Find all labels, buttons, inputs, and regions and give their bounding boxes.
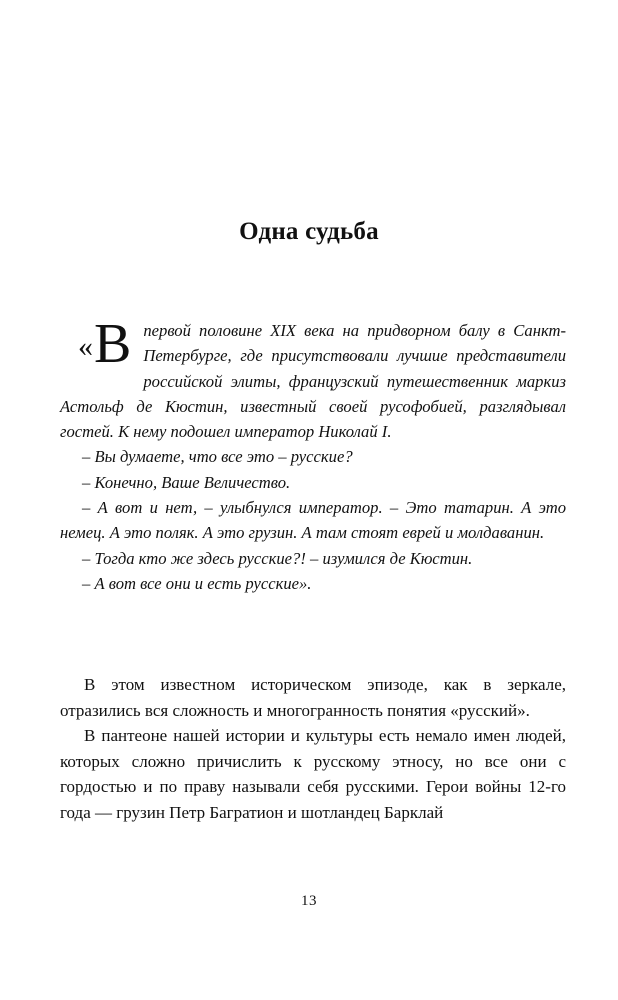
- dialog-line: – Конечно, Ваше Величество.: [82, 472, 291, 492]
- drop-cap-letter: В: [94, 313, 132, 375]
- drop-cap: [78, 313, 132, 375]
- body-paragraph: В пантеоне нашей истории и культуры есть немало имен людей, которых сложно причислить к русскому этносу, но все они с гордостью и по праву называли себя русскими. Герои войны 12-го года — грузин Петр Багратион и шотландец Барклай: [60, 726, 566, 822]
- dialog-line: – Вы думаете, что все это – русские?: [82, 447, 353, 467]
- dialog-line: – Тогда кто же здесь русские?! – изумился де Кюстин.: [82, 548, 473, 568]
- body-text: [60, 672, 566, 825]
- epigraph-first-paragraph-text: первой половине XIX века на придворном балу в Санкт-Петербурге, где присутствовали лучшие представители российской элиты, французский путешественник маркиз Астольф де Кюстин, известный своей русофобией, разглядывал гостей. К нему подошел император Николай I.: [60, 321, 566, 442]
- dialog-line: – А вот все они и есть русские».: [82, 573, 312, 593]
- dialog-line: – А вот и нет, – улыбнулся император. – Это татарин. А это немец. А это поляк. А это грузин. А там стоят еврей и молдаванин.: [60, 498, 566, 543]
- page-number: 13: [301, 893, 317, 909]
- chapter-title: Одна судьба: [239, 218, 379, 245]
- epigraph-first-paragraph: [60, 313, 566, 444]
- epigraph-quote: [60, 313, 566, 596]
- body-paragraph: В этом известном историческом эпизоде, как в зеркале, отразились вся сложность и многогранность понятия «русский».: [60, 675, 566, 720]
- opening-quote-mark: «: [78, 330, 93, 363]
